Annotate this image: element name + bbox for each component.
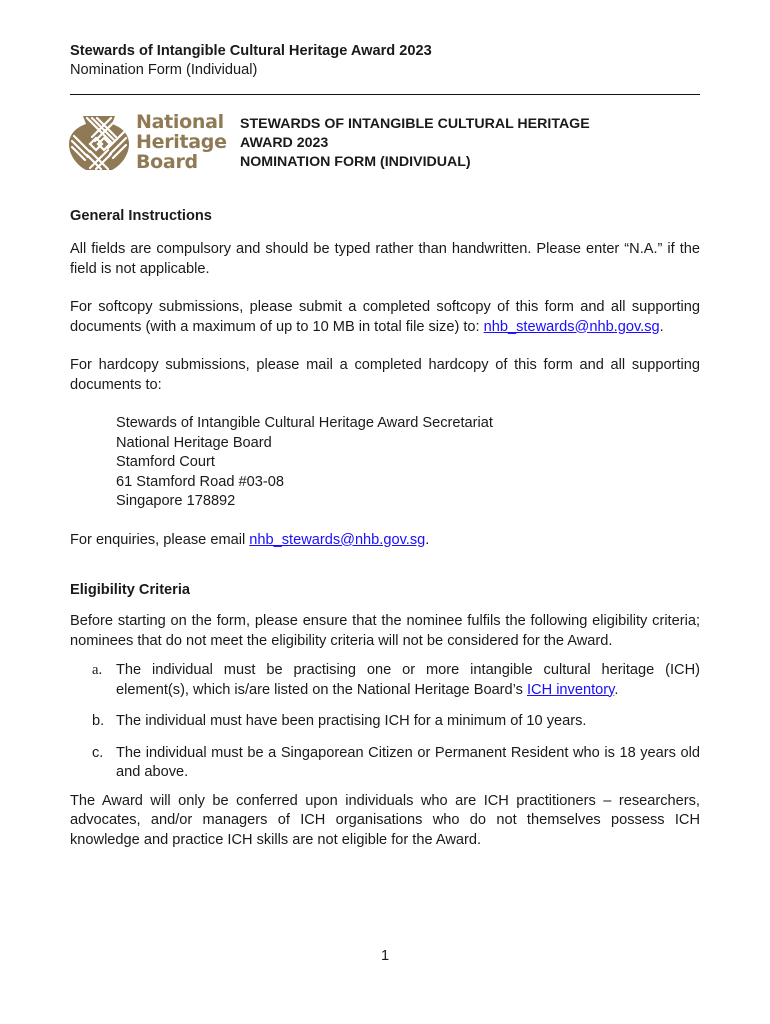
- header-divider: [70, 94, 700, 95]
- document-body: [70, 207, 700, 850]
- softcopy-text: For softcopy submissions, please submit a completed softcopy of this form and all supporting documents (with a maximum of up to 10 MB in total file size) to:: [70, 299, 700, 335]
- criteria-text-c: The individual must be a Singaporean Citizen or Permanent Resident who is 18 years old and above.: [116, 744, 700, 780]
- masthead: [68, 112, 700, 176]
- instructions-para-enquiries: [70, 531, 700, 551]
- address-line-4: 61 Stamford Road #03-08: [116, 473, 284, 490]
- instructions-para-compulsory: All fields are compulsory and should be typed rather than handwritten. Please enter “N.A.” if the field is not applicable.: [70, 241, 700, 277]
- instructions-para-hardcopy: For hardcopy submissions, please mail a completed hardcopy of this form and all supporting documents to:: [70, 357, 700, 393]
- page-number: 1: [380, 948, 390, 964]
- logo-line-heritage: Heritage: [136, 131, 227, 153]
- eligibility-intro: Before starting on the form, please ensure that the nominee fulfils the following eligibility criteria; nominees that do not meet the eligibility criteria will not be considered for the Award.: [70, 613, 700, 649]
- ich-inventory-link[interactable]: ICH inventory: [527, 681, 615, 698]
- form-title-line-3: NOMINATION FORM (INDIVIDUAL): [240, 154, 471, 170]
- criteria-suffix-a: .: [614, 681, 619, 698]
- address-line-2: National Heritage Board: [116, 434, 272, 451]
- mailing-address: [116, 414, 700, 512]
- eligibility-closing-note: The Award will only be conferred upon individuals who are ICH practitioners – researchers, advocates, and/or managers of ICH organisations who do not themselves possess ICH knowledge and practice ICH skills are not eligible for the Award.: [70, 792, 700, 848]
- criteria-item-b: [70, 712, 700, 732]
- eligibility-criteria-heading: Eligibility Criteria: [70, 582, 191, 598]
- form-title-line-1: STEWARDS OF INTANGIBLE CULTURAL HERITAGE: [240, 116, 590, 132]
- criteria-marker-b: b.: [92, 713, 105, 729]
- softcopy-suffix: .: [659, 318, 664, 335]
- nhb-logo: [68, 112, 234, 174]
- running-header: [70, 42, 700, 80]
- criteria-marker-a: a.: [92, 662, 103, 678]
- running-header-title: Stewards of Intangible Cultural Heritage Award 2023: [70, 43, 432, 59]
- criteria-text-a: The individual must be practising one or more intangible cultural heritage (ICH) element(s), which is/are listed on the National Heritage Board’s: [116, 662, 700, 698]
- instructions-para-softcopy: [70, 298, 700, 337]
- criteria-item-a: [70, 661, 700, 700]
- nhb-logo-text: [136, 112, 227, 172]
- criteria-item-c: [70, 744, 700, 783]
- form-title-line-2: AWARD 2023: [240, 135, 329, 151]
- softcopy-email-link[interactable]: nhb_stewards@nhb.gov.sg: [483, 318, 660, 335]
- address-line-3: Stamford Court: [116, 454, 215, 470]
- address-line-1: Stewards of Intangible Cultural Heritage Award Secretariat: [116, 415, 493, 431]
- national-heritage-board-pot-icon: [68, 114, 130, 172]
- logo-line-board: Board: [136, 151, 198, 173]
- logo-line-national: National: [136, 111, 224, 133]
- general-instructions-heading: General Instructions: [70, 208, 212, 224]
- enquiries-email-link[interactable]: nhb_stewards@nhb.gov.sg: [249, 531, 426, 548]
- enquiries-text: For enquiries, please email: [70, 531, 250, 548]
- criteria-marker-c: c.: [92, 744, 104, 761]
- form-title: [240, 115, 590, 172]
- enquiries-suffix: .: [425, 531, 430, 548]
- criteria-text-b: The individual must have been practising ICH for a minimum of 10 years.: [116, 713, 587, 729]
- running-header-subtitle: Nomination Form (Individual): [70, 62, 258, 78]
- address-line-5: Singapore 178892: [116, 493, 236, 509]
